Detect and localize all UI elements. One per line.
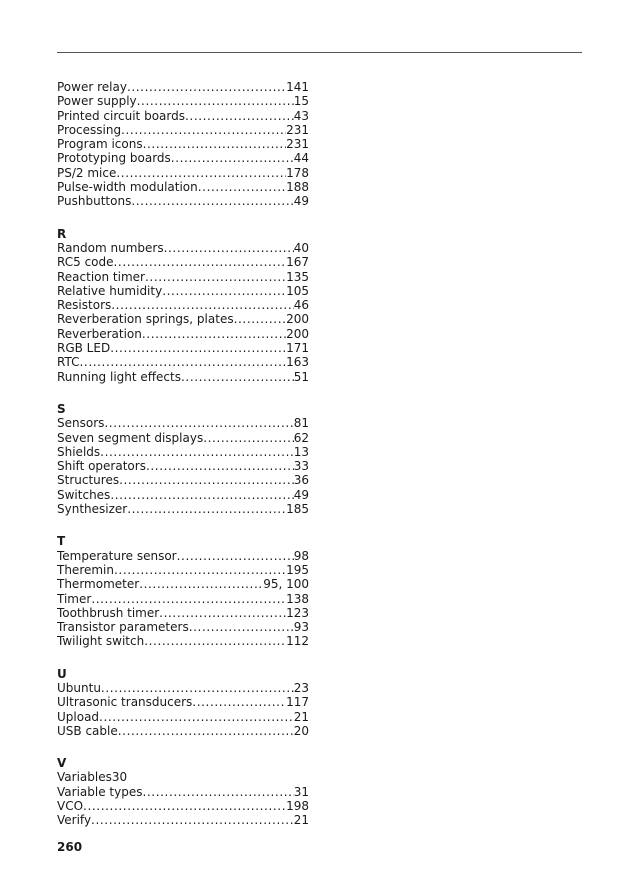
index-entry	[57, 341, 309, 355]
index-page-ref: 21	[293, 709, 309, 724]
index-entry	[57, 445, 309, 459]
dot-leader	[121, 123, 286, 137]
dot-leader	[119, 473, 294, 487]
index-section	[57, 402, 309, 516]
index-term: Pulse-width modulation	[57, 180, 198, 195]
index-term: RTC	[57, 355, 80, 370]
index-term: Switches	[57, 487, 111, 502]
index-term: VCO	[57, 799, 84, 814]
index-term: Reverberation springs, plates	[57, 312, 234, 327]
index-term: RGB LED	[57, 341, 111, 356]
index-entry	[57, 241, 309, 255]
index-page-ref: 98	[293, 548, 309, 563]
index-entry	[57, 563, 309, 577]
index-page-ref: 138	[286, 591, 309, 606]
index-column	[57, 80, 309, 846]
dot-leader	[127, 502, 286, 516]
index-page-ref: 33	[293, 459, 309, 474]
index-term: RC5 code	[57, 255, 114, 270]
index-term: Ultrasonic transducers	[57, 695, 193, 710]
section-letter: T	[57, 534, 66, 549]
index-page-ref: 15	[293, 94, 309, 109]
index-page-ref: 171	[286, 341, 309, 356]
index-entry	[57, 270, 309, 284]
index-entry	[57, 549, 309, 563]
dot-leader	[159, 606, 286, 620]
index-entry	[57, 695, 309, 709]
dot-leader	[91, 592, 286, 606]
index-term: Structures	[57, 473, 120, 488]
section-letter: R	[57, 226, 67, 241]
index-page-ref: 167	[286, 255, 309, 270]
index-term: Toothbrush timer	[57, 605, 160, 620]
index-page-ref: 163	[286, 355, 309, 370]
index-page-ref: 112	[286, 634, 309, 649]
index-page-ref: 195	[286, 562, 309, 577]
dot-leader	[114, 563, 286, 577]
dot-leader	[79, 355, 286, 369]
index-term: Verify	[57, 813, 92, 828]
index-term: Twilight switch	[57, 634, 145, 649]
index-entry	[57, 109, 309, 123]
index-term: Prototyping boards	[57, 151, 171, 166]
dot-leader	[192, 695, 286, 709]
index-page-ref: 231	[286, 137, 309, 152]
dot-leader	[131, 194, 293, 208]
index-entry	[57, 137, 309, 151]
index-term: USB cable	[57, 723, 118, 738]
index-term: Printed circuit boards	[57, 108, 185, 123]
dot-leader	[144, 634, 286, 648]
index-term: Sensors	[57, 416, 105, 431]
section-letter: U	[57, 666, 67, 681]
index-entry	[57, 123, 309, 137]
index-term: Theremin	[57, 562, 114, 577]
index-entry	[57, 710, 309, 724]
index-section	[57, 667, 309, 738]
index-page-ref: 62	[293, 430, 309, 445]
index-entry	[57, 355, 309, 369]
index-page-ref: 40	[293, 240, 309, 255]
dot-leader	[181, 370, 294, 384]
index-term: Reaction timer	[57, 269, 145, 284]
dot-leader	[203, 431, 294, 445]
index-page-ref: 188	[286, 180, 309, 195]
index-entry	[57, 785, 309, 799]
index-term: PS/2 mice	[57, 165, 117, 180]
dot-leader	[139, 577, 263, 591]
dot-leader	[127, 80, 286, 94]
index-section	[57, 756, 309, 827]
index-entry	[57, 813, 309, 827]
index-page-ref: 200	[286, 326, 309, 341]
page-number: 260	[57, 840, 83, 854]
index-entry	[57, 502, 309, 516]
index-term: Seven segment displays	[57, 430, 204, 445]
index-term: Running light effects	[57, 369, 181, 384]
index-term: Processing	[57, 122, 122, 137]
dot-leader	[177, 549, 294, 563]
index-term: Variables30	[57, 770, 128, 785]
index-entry	[57, 799, 309, 813]
index-page-ref: 231	[286, 122, 309, 137]
index-entry	[57, 298, 309, 312]
dot-leader	[116, 166, 286, 180]
dot-leader	[111, 298, 293, 312]
index-entry	[57, 724, 309, 738]
index-page-ref: 185	[286, 502, 309, 517]
index-entry	[57, 592, 309, 606]
dot-leader	[110, 488, 293, 502]
index-page-ref: 21	[293, 813, 309, 828]
index-page-ref: 105	[286, 283, 309, 298]
index-page-ref: 178	[286, 165, 309, 180]
dot-leader	[83, 799, 286, 813]
index-term: Variable types	[57, 784, 143, 799]
dot-leader	[110, 341, 286, 355]
index-term: Synthesizer	[57, 502, 128, 517]
index-page-ref: 13	[293, 444, 309, 459]
dot-leader	[137, 94, 294, 108]
index-page-ref: 46	[293, 298, 309, 313]
index-page-ref: 43	[293, 108, 309, 123]
index-page-ref: 81	[293, 416, 309, 431]
index-entry	[57, 577, 309, 591]
dot-leader	[142, 785, 293, 799]
index-page-ref: 44	[293, 151, 309, 166]
index-entry	[57, 606, 309, 620]
index-entry	[57, 431, 309, 445]
index-entry	[57, 459, 309, 473]
index-term: Transistor parameters	[57, 620, 189, 635]
dot-leader	[171, 151, 294, 165]
index-page-ref: 200	[286, 312, 309, 327]
index-term: Relative humidity	[57, 283, 163, 298]
index-entry	[57, 151, 309, 165]
index-entry	[57, 312, 309, 326]
index-page-ref: 198	[286, 799, 309, 814]
dot-leader	[198, 180, 286, 194]
index-entry	[57, 166, 309, 180]
index-entry	[57, 255, 309, 269]
top-rule	[57, 52, 582, 53]
index-term: Power supply	[57, 94, 137, 109]
index-entry	[57, 327, 309, 341]
index-page-ref: 117	[286, 695, 309, 710]
index-page-ref: 49	[293, 194, 309, 209]
index-section	[57, 80, 309, 209]
index-entry	[57, 370, 309, 384]
index-page-ref: 51	[293, 369, 309, 384]
index-entry	[57, 488, 309, 502]
index-page-ref: 36	[293, 473, 309, 488]
index-entry	[57, 80, 309, 94]
dot-leader	[146, 459, 294, 473]
section-letter: S	[57, 401, 66, 416]
dot-leader	[164, 241, 294, 255]
index-entry	[57, 770, 309, 784]
dot-leader	[101, 681, 294, 695]
dot-leader	[114, 255, 287, 269]
dot-leader	[185, 109, 294, 123]
index-page-ref: 23	[293, 680, 309, 695]
index-entry	[57, 681, 309, 695]
dot-leader	[118, 724, 294, 738]
index-entry	[57, 94, 309, 108]
dot-leader	[104, 416, 293, 430]
dot-leader	[145, 270, 286, 284]
section-letter: V	[57, 756, 67, 771]
index-page-ref: 93	[293, 620, 309, 635]
index-entry	[57, 620, 309, 634]
index-entry	[57, 416, 309, 430]
index-term: Pushbuttons	[57, 194, 132, 209]
index-section	[57, 534, 309, 648]
index-page-ref: 95, 100	[263, 577, 309, 592]
index-term: Random numbers	[57, 240, 164, 255]
index-term: Program icons	[57, 137, 143, 152]
dot-leader	[99, 710, 294, 724]
index-term: Ubuntu	[57, 680, 101, 695]
index-entry	[57, 284, 309, 298]
dot-leader	[143, 137, 287, 151]
index-page-ref: 20	[293, 723, 309, 738]
index-entry	[57, 634, 309, 648]
dot-leader	[100, 445, 294, 459]
index-page-ref: 123	[286, 605, 309, 620]
dot-leader	[142, 327, 286, 341]
index-page-ref: 31	[293, 784, 309, 799]
dot-leader	[162, 284, 286, 298]
index-term: Temperature sensor	[57, 548, 177, 563]
index-term: Upload	[57, 709, 100, 724]
index-page-ref: 141	[286, 80, 309, 94]
index-term: Reverberation	[57, 326, 142, 341]
index-section	[57, 227, 309, 384]
index-page-ref: 135	[286, 269, 309, 284]
index-term: Thermometer	[57, 577, 140, 592]
dot-leader	[91, 813, 294, 827]
index-term: Timer	[57, 591, 92, 606]
dot-leader	[189, 620, 294, 634]
index-term: Shift operators	[57, 459, 146, 474]
dot-leader	[234, 312, 287, 326]
index-term: Resistors	[57, 298, 112, 313]
index-term: Power relay	[57, 80, 127, 94]
index-entry	[57, 194, 309, 208]
index-page-ref: 49	[293, 487, 309, 502]
index-term: Shields	[57, 444, 101, 459]
index-entry	[57, 180, 309, 194]
index-entry	[57, 473, 309, 487]
